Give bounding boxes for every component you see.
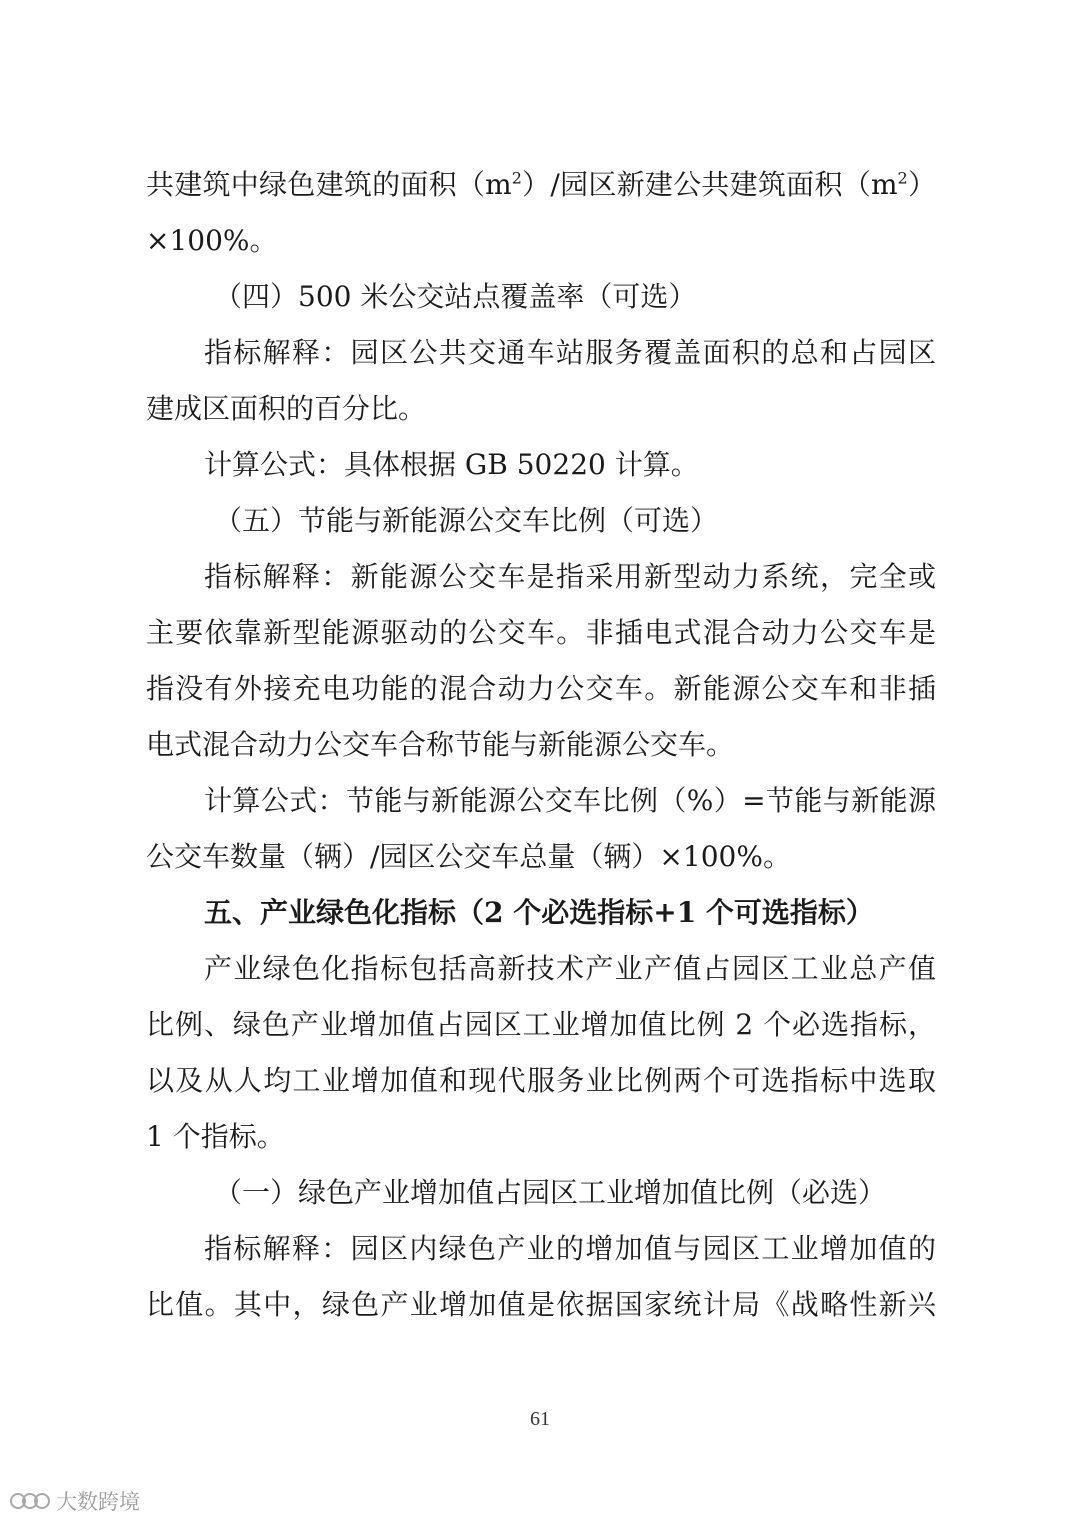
paragraph-line: 指标解释：园区公共交通车站服务覆盖面积的总和占园区 [204, 336, 936, 369]
formula-line: 公交车数量（辆）/园区公交车总量（辆）×100%。 [146, 840, 791, 873]
watermark [8, 1486, 140, 1516]
paragraph-line: 产业绿色化指标包括高新技术产业产值占园区工业总产值 [204, 952, 936, 985]
paragraph-line: 1 个指标。 [146, 1120, 285, 1153]
paragraph-line: 指没有外接充电功能的混合动力公交车。新能源公交车和非插 [146, 672, 936, 705]
text-line: 共建筑中绿色建筑的面积$(m^2)/$园区新建公共建筑面积$(m^2)$ [146, 168, 936, 201]
formula-line: 计算公式：节能与新能源公交车比例（%）=节能与新能源 [204, 784, 936, 817]
paragraph-line: 指标解释：新能源公交车是指采用新型动力系统，完全或 [204, 560, 936, 593]
page-number: 61 [530, 1408, 550, 1430]
paragraph-line: 比值。其中，绿色产业增加值是依据国家统计局《战略性新兴 [146, 1288, 936, 1321]
subsection-heading: （四）500 米公交站点覆盖率（可选） [214, 280, 697, 313]
paragraph-line: 以及从人均工业增加值和现代服务业比例两个可选指标中选取 [146, 1064, 936, 1097]
subsection-heading: （一）绿色产业增加值占园区工业增加值比例（必选） [214, 1176, 887, 1209]
formula-line: 计算公式：具体根据 GB 50220 计算。 [204, 448, 699, 481]
paragraph-line: 主要依靠新型能源驱动的公交车。非插电式混合动力公交车是 [146, 616, 936, 649]
paragraph-line: 指标解释：园区内绿色产业的增加值与园区工业增加值的 [204, 1232, 936, 1265]
text-line: ×100%。 [146, 224, 278, 257]
paragraph-line: 建成区面积的百分比。 [146, 392, 427, 425]
watermark-logo-icon [8, 1486, 52, 1516]
watermark-text: 大数跨境 [56, 1490, 140, 1514]
subsection-heading: （五）节能与新能源公交车比例（可选） [214, 504, 719, 537]
paragraph-line: 比例、绿色产业增加值占园区工业增加值比例 2 个必选指标， [146, 1008, 936, 1041]
paragraph-line: 电式混合动力公交车合称节能与新能源公交车。 [146, 728, 735, 761]
section-heading: 五、产业绿色化指标（2 个必选指标+1 个可选指标） [204, 896, 874, 929]
